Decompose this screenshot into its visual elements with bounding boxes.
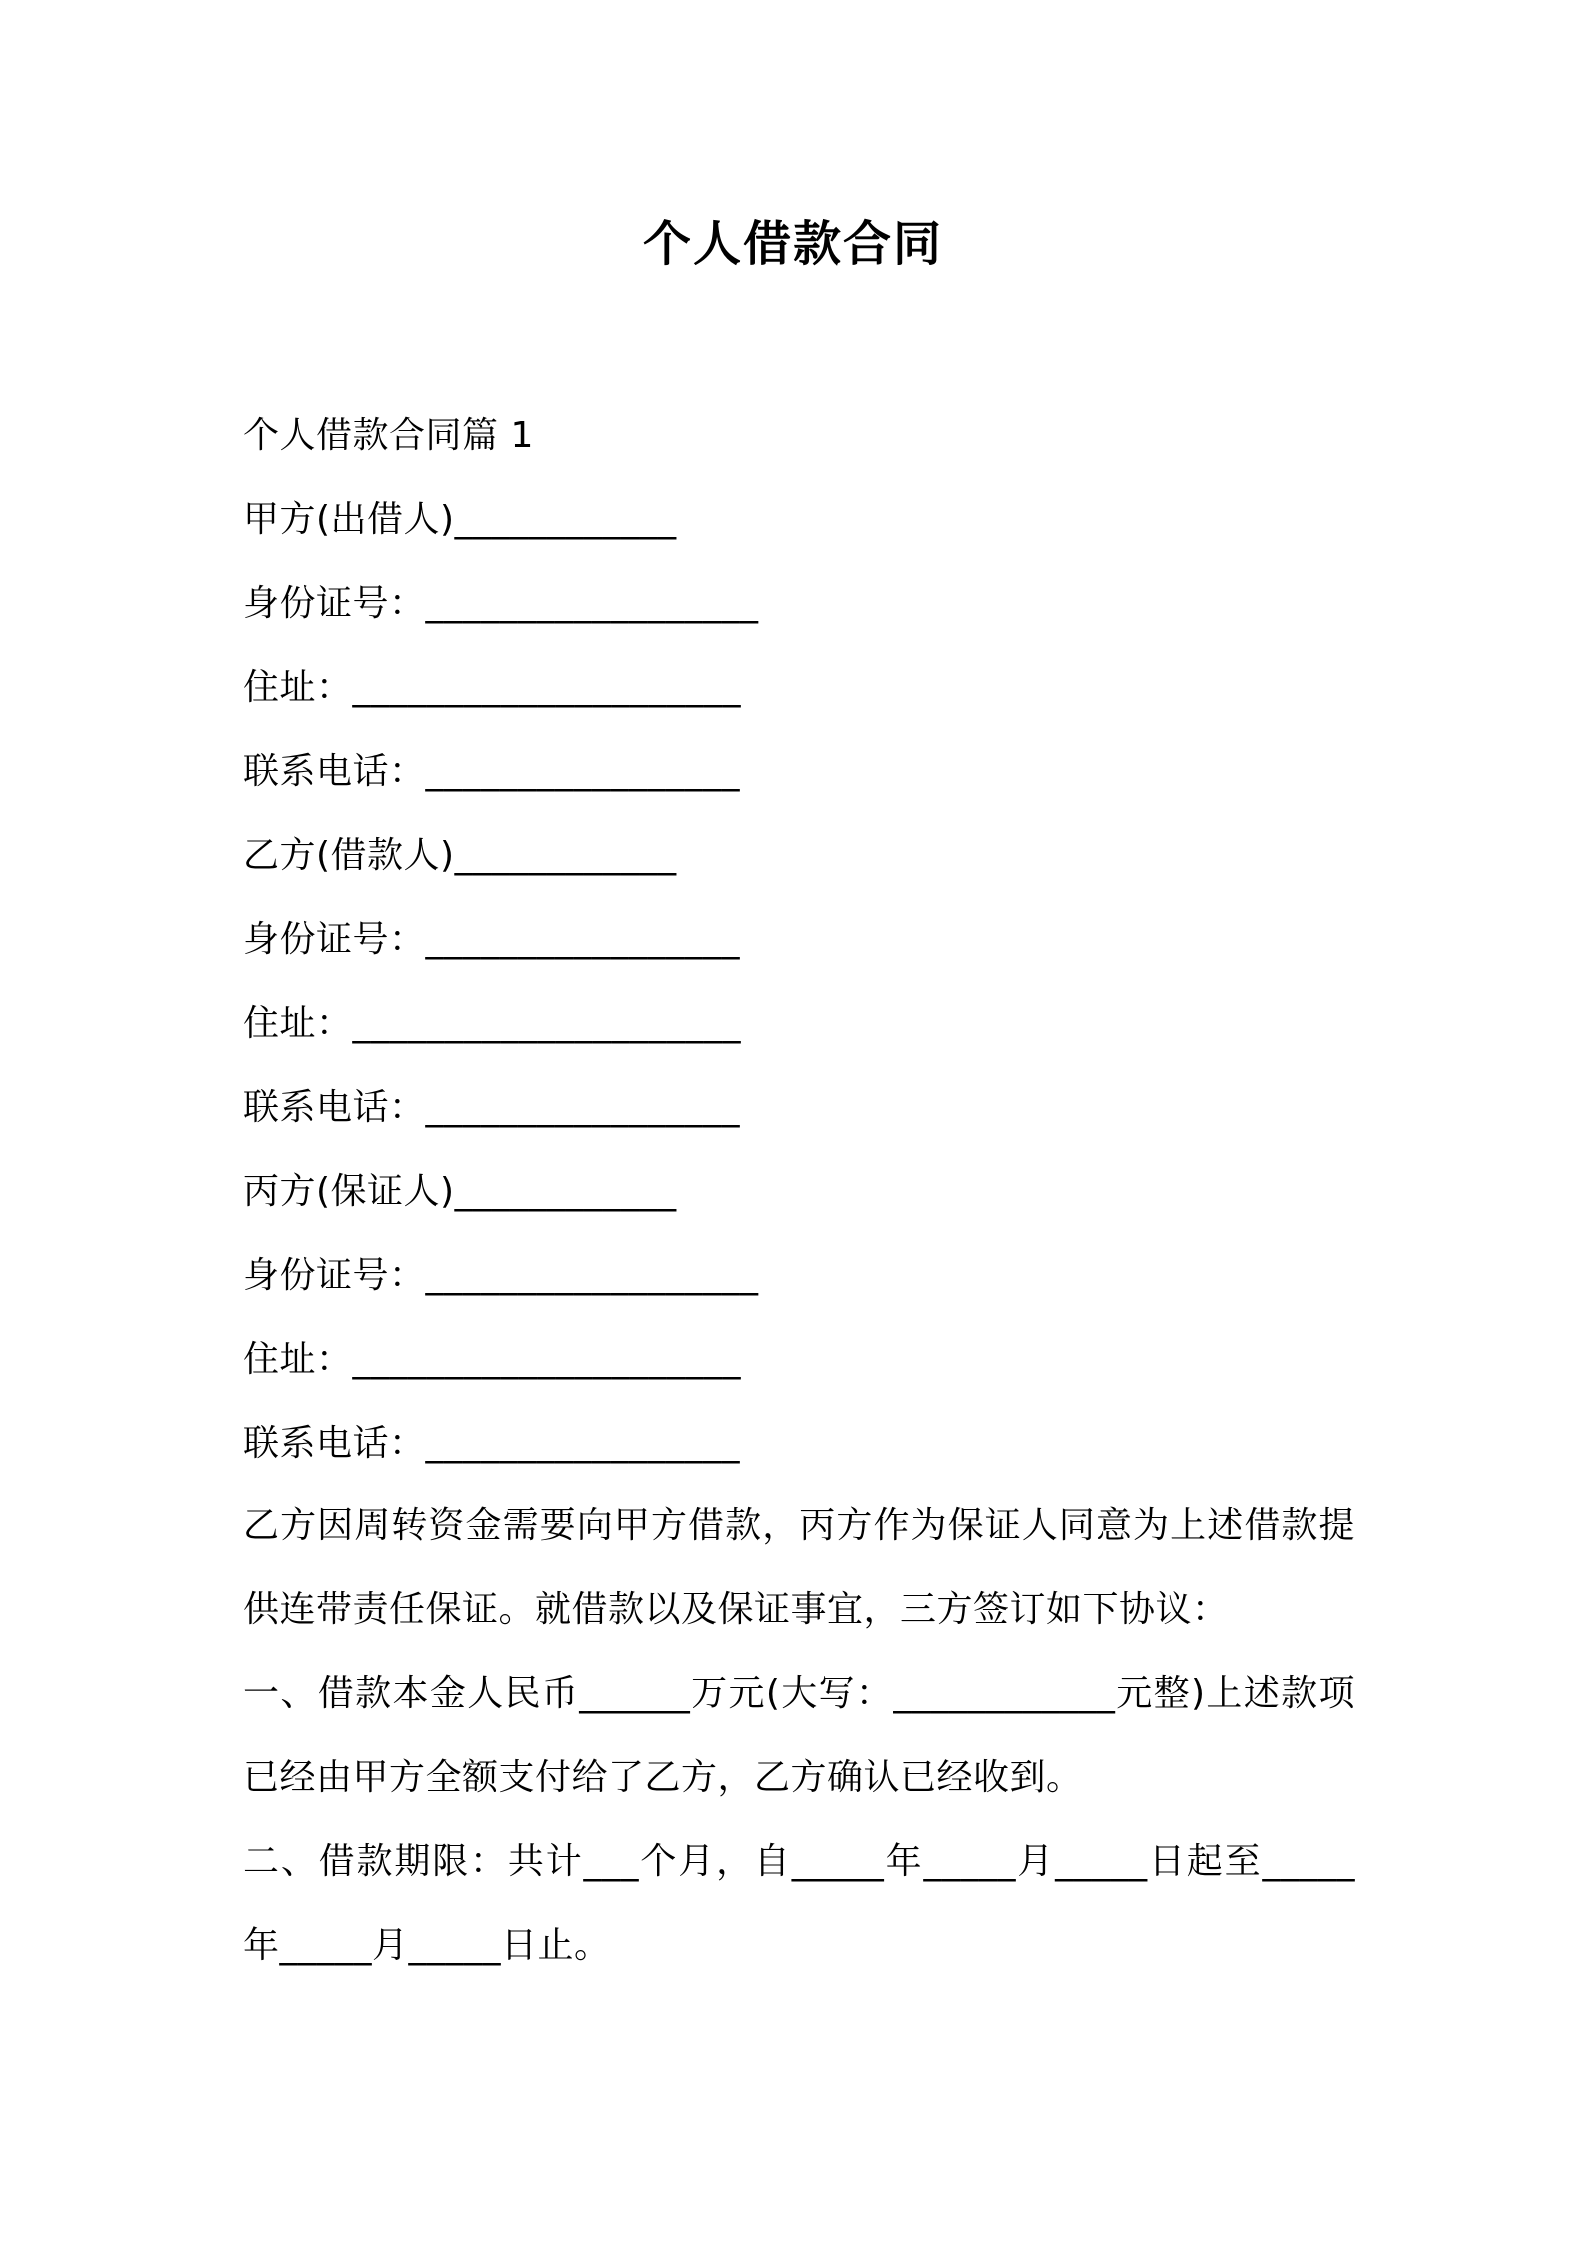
party-b-phone: 联系电话：_________________ (243, 1087, 741, 1128)
party-a-address: 住址：_____________________ (243, 667, 742, 708)
party-a-id-number: 身份证号：__________________ (243, 583, 759, 624)
section-heading: 个人借款合同篇 1 (243, 415, 534, 456)
party-b-label: 乙方(借款人)____________ (243, 835, 677, 876)
document-title: 个人借款合同 (642, 216, 943, 272)
party-b-id-number: 身份证号：_________________ (243, 919, 741, 960)
party-c-address: 住址：_____________________ (243, 1339, 742, 1380)
party-a-label: 甲方(出借人)____________ (243, 499, 677, 540)
party-c-phone: 联系电话：_________________ (243, 1423, 741, 1464)
party-a-phone: 联系电话：_________________ (243, 751, 741, 792)
party-c-label: 丙方(保证人)____________ (243, 1171, 677, 1212)
clause-2-paragraph: 二、借款期限：共计___个月，自_____年_____月_____日起至_____年_____月_____日止。 (243, 1841, 1355, 1966)
party-b-address: 住址：_____________________ (243, 1003, 742, 1044)
clause-1-paragraph: 一、借款本金人民币______万元(大写：____________元整)上述款项已经由甲方全额支付给了乙方，乙方确认已经收到。 (243, 1673, 1355, 1798)
party-c-id-number: 身份证号：__________________ (243, 1255, 759, 1296)
intro-paragraph: 乙方因周转资金需要向甲方借款，丙方作为保证人同意为上述借款提供连带责任保证。就借款以及保证事宜，三方签订如下协议： (243, 1505, 1355, 1630)
